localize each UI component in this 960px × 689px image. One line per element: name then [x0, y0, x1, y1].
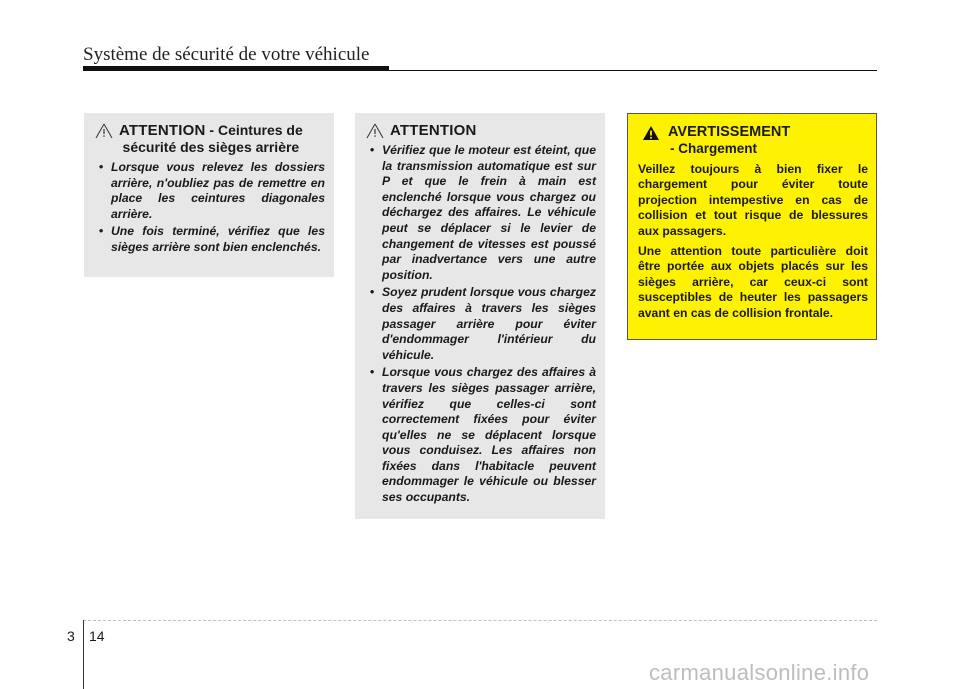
- header-rule-thin: [83, 70, 877, 71]
- warning-paragraph: Une attention toute particulière doit être portée aux objets placés sur les sièges arrière, car ceux-ci sont susceptibles de heuter les passagers avant en cas de collision frontale.: [638, 244, 868, 320]
- caution-heading: ATTENTION: [119, 122, 206, 139]
- caution-box-header: [366, 122, 596, 139]
- list-item: • Vérifiez que le moteur est éteint, que la transmission automatique est sur P et que le frein à main est enclenché lorsque vous chargez ou déchargez des affaires. Le véhicule peut se déplacer si le levier de changement de vitesses est poussé par inadvertance vers une autre position.: [370, 143, 596, 282]
- caution-list: [364, 143, 596, 506]
- caution-list: [93, 160, 325, 256]
- warning-subheading: - Chargement: [670, 141, 758, 156]
- caution-subheading-2: sécurité des sièges arrière: [122, 139, 300, 155]
- watermark: carmanualsonline.info: [649, 660, 870, 685]
- caution-triangle-icon: [366, 123, 384, 139]
- warning-box-loading: [627, 113, 877, 340]
- warning-paragraph: Veillez toujours à bien fixer le chargement pour éviter toute projection intempestive en cas de collision et tout risque de blessures aux passagers.: [638, 162, 868, 238]
- warning-heading: AVERTISSEMENT: [668, 124, 791, 140]
- caution-box-loading: [355, 113, 605, 519]
- list-item: • Lorsque vous chargez des affaires à travers les sièges passager arrière, vérifiez que celles-ci sont correctement fixées pour éviter qu'elles ne se déplacent lorsque vous conduisez. Les affaires non fixées dans l'habitacle peuvent endommager le véhicule ou blesser ses occupants.: [370, 365, 596, 505]
- caution-subheading-1: - Ceintures de: [209, 122, 303, 138]
- footer-rule: [83, 620, 84, 689]
- section-number: 3: [67, 628, 75, 644]
- caution-triangle-icon: [95, 123, 113, 139]
- list-item: • Lorsque vous relevez les dossiers arrière, n'oubliez pas de remettre en place les ceintures diagonales arrière.: [99, 160, 325, 221]
- caution-heading: ATTENTION: [390, 122, 477, 139]
- list-item: • Une fois terminé, vérifiez que les sièges arrière sont bien enclenchés.: [99, 224, 325, 254]
- caution-box-header: [95, 122, 325, 156]
- warning-box-header: [642, 124, 868, 157]
- page-header-title: Système de sécurité de votre véhicule: [83, 44, 370, 65]
- list-item: • Soyez prudent lorsque vous chargez des affaires à travers les sièges passager arrière pour éviter d'endommager l'intérieur du véhicule.: [370, 285, 596, 362]
- warning-triangle-icon: [642, 125, 660, 141]
- caution-box-seatbelts: [84, 113, 334, 277]
- footer-divider: [83, 620, 877, 621]
- page-number: 14: [89, 628, 105, 644]
